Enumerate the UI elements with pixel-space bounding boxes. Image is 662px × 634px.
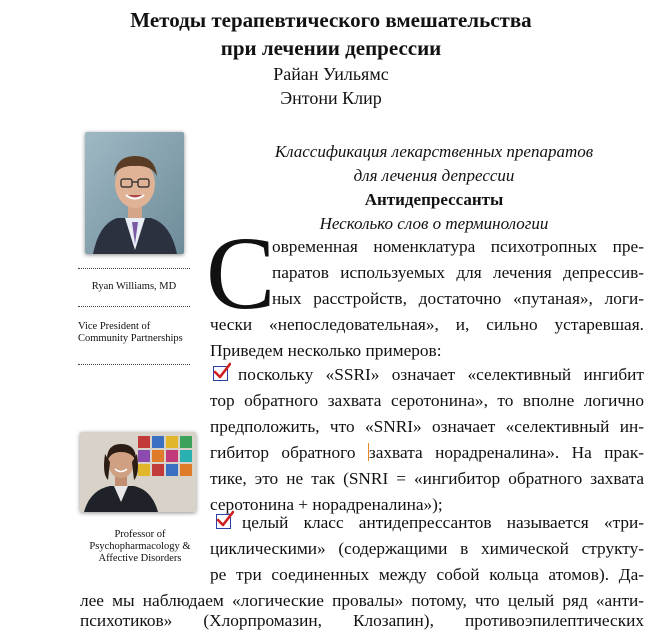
- checkbox-checked-icon: [216, 514, 231, 529]
- paragraph-line: паратов используемых для лечения депрессив-: [272, 263, 644, 282]
- subheading: Антидепрессанты: [364, 190, 504, 209]
- caption-role-2-line-3: Affective Disorders: [98, 553, 182, 564]
- bullet-2-line: циклическими» (содержащими в химической структу-: [210, 539, 644, 558]
- bullet-2-line: лее мы наблюдаем «логические провалы» потому, что целый ряд «анти-: [80, 591, 644, 610]
- paragraph-line: Приведем несколько примеров:: [210, 341, 442, 360]
- divider: [78, 364, 190, 365]
- bullet-1-line: предположить, что «SNRI» означает «селективный ин-: [210, 417, 644, 436]
- caption-name-1: Ryan Williams, MD: [91, 281, 177, 292]
- author-2: Энтони Клир: [280, 88, 382, 108]
- caption-role-1-line-1: Vice President of: [78, 321, 151, 332]
- bullet-2-line: психотиков» (Хлорпромазин, Клозапин), противоэпилептических: [80, 611, 644, 630]
- bullet-2-line: целый класс антидепрессантов называется «три-: [242, 513, 644, 532]
- bullet-1-line: [210, 440, 644, 466]
- caption-role-2-line-2: Psychopharmacology &: [89, 541, 191, 552]
- section-heading-line-1: Классификация лекарственных препаратов: [274, 142, 594, 161]
- document-title-line-1: Методы терапевтического вмешательства: [130, 8, 532, 32]
- subsubheading: Несколько слов о терминологии: [319, 214, 549, 233]
- drop-cap: С: [206, 216, 276, 331]
- caption-role-1-line-2: Community Partnerships: [78, 333, 183, 344]
- bullet-1-line: поскольку «SSRI» означает «селективный ингибит: [238, 365, 644, 384]
- paragraph-line: овременная номенклатура психотропных пре-: [272, 237, 644, 256]
- author-1: Райан Уильямс: [273, 64, 389, 84]
- document-title-line-2: при лечении депрессии: [220, 36, 442, 60]
- divider: [78, 306, 190, 307]
- paragraph-line: ных расстройств, достаточно «путаная», логи-: [272, 289, 644, 308]
- divider: [78, 268, 190, 269]
- section-heading-line-2: для лечения депрессии: [353, 166, 515, 185]
- bullet-1-line: тике, это не так (SNRI = «ингибитор обратного захвата: [210, 469, 644, 488]
- bullet-1-line: серотонина + норадреналина»);: [210, 495, 443, 514]
- bullet-2-line: ре три соединенных между собой кольца атомов). Да-: [210, 565, 644, 584]
- checkbox-checked-icon: [213, 366, 228, 381]
- bullet-1-line: тор обратного захвата серотонина», то вполне логично: [210, 391, 644, 410]
- paragraph-line: чески «непоследовательная», и, сильно устаревшая.: [210, 315, 644, 334]
- author-photo-ryan-williams: [85, 132, 184, 254]
- caption-role-2-line-1: Professor of: [114, 529, 166, 540]
- author-photo-anthony-clear: [80, 432, 196, 512]
- bullet-1-line-part-b: захвата норадреналина». На прак-: [368, 443, 644, 462]
- bullet-1-line-part-a: гибитор обратного: [210, 443, 368, 462]
